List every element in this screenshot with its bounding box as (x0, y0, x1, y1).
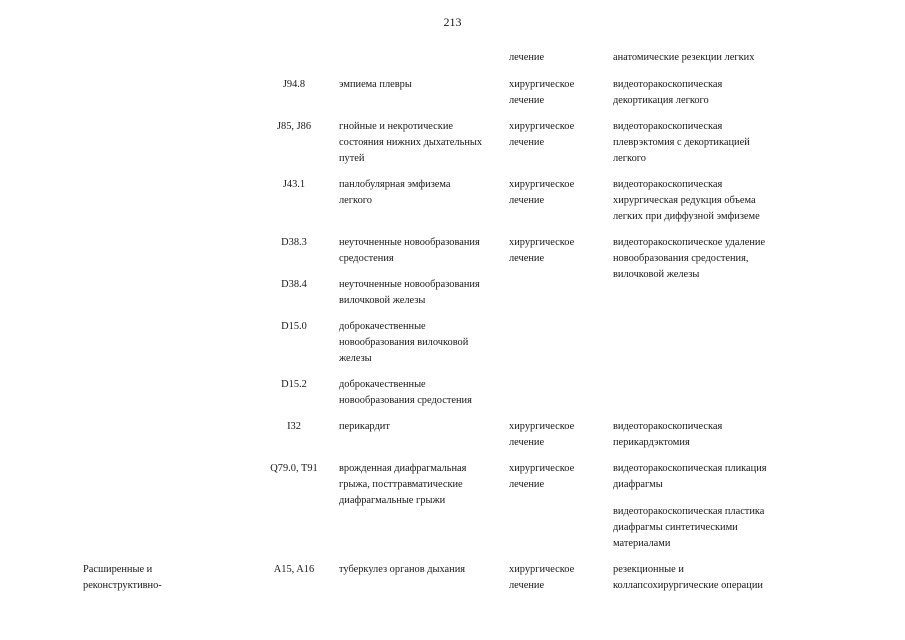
cell-section-name: Расширенные и реконструктивно- (83, 564, 162, 591)
cell-icd-code: J43.1 (282, 179, 306, 190)
cell-diagnosis: доброкачественные новообразования средостения (339, 379, 472, 406)
cell-icd-code: Q79.0, T91 (270, 463, 318, 474)
cell-treatment-type: хирургическое лечение (509, 79, 575, 106)
cell-treatment-method: видеоторакоскопическая перикардэктомия (613, 421, 723, 448)
cell-diagnosis: неуточненные новообразования вилочковой железы (339, 279, 480, 306)
cell-icd-code: D38.4 (281, 279, 307, 290)
cell-treatment-type: хирургическое лечение (509, 564, 575, 591)
cell-diagnosis: доброкачественные новообразования вилочковой железы (339, 321, 469, 364)
cell-treatment-type: хирургическое лечение (509, 421, 575, 448)
cell-icd-code: D38.3 (281, 237, 307, 248)
cell-icd-code: J85, J86 (276, 121, 312, 132)
cell-treatment-type: хирургическое лечение (509, 121, 575, 148)
cell-icd-code: D15.2 (281, 379, 307, 390)
cell-diagnosis: эмпиема плевры (339, 79, 412, 90)
cell-diagnosis: перикардит (339, 421, 390, 432)
cell-diagnosis: врожденная диафрагмальная грыжа, посттравматические диафрагмальные грыжи (339, 463, 467, 506)
cell-treatment-method: видеоторакоскопическое удаление новообразования средостения, вилочковой железы (613, 237, 766, 280)
cell-treatment-method: анатомические резекции легких (613, 52, 755, 63)
cell-treatment-method: видеоторакоскопическая декортикация легкого (613, 79, 723, 106)
cell-treatment-method: видеоторакоскопическая пликация диафрагмы (613, 463, 767, 490)
cell-treatment-type: хирургическое лечение (509, 237, 575, 264)
cell-treatment-type: лечение (509, 52, 545, 63)
cell-icd-code: D15.0 (281, 321, 307, 332)
cell-treatment-method: видеоторакоскопическая хирургическая редукция объема легких при диффузной эмфиземе (613, 179, 760, 222)
cell-diagnosis: панлобулярная эмфизема легкого (339, 179, 451, 206)
cell-treatment-type: хирургическое лечение (509, 179, 575, 206)
cell-icd-code: J94.8 (282, 79, 306, 90)
page-number: 213 (443, 15, 462, 29)
cell-diagnosis: гнойные и некротические состояния нижних дыхательных путей (339, 121, 483, 164)
cell-treatment-type: хирургическое лечение (509, 463, 575, 490)
cell-treatment-method: видеоторакоскопическая пластика диафрагмы синтетическими материалами (613, 506, 765, 549)
cell-treatment-method: видеоторакоскопическая плеврэктомия с декортикацией легкого (613, 121, 750, 164)
cell-diagnosis: туберкулез органов дыхания (339, 564, 466, 575)
cell-icd-code: A15, A16 (273, 564, 315, 575)
cell-icd-code: I32 (287, 421, 301, 432)
cell-treatment-method: резекционные и коллапсохирургические операции (613, 564, 763, 591)
cell-diagnosis: неуточненные новообразования средостения (339, 237, 480, 264)
